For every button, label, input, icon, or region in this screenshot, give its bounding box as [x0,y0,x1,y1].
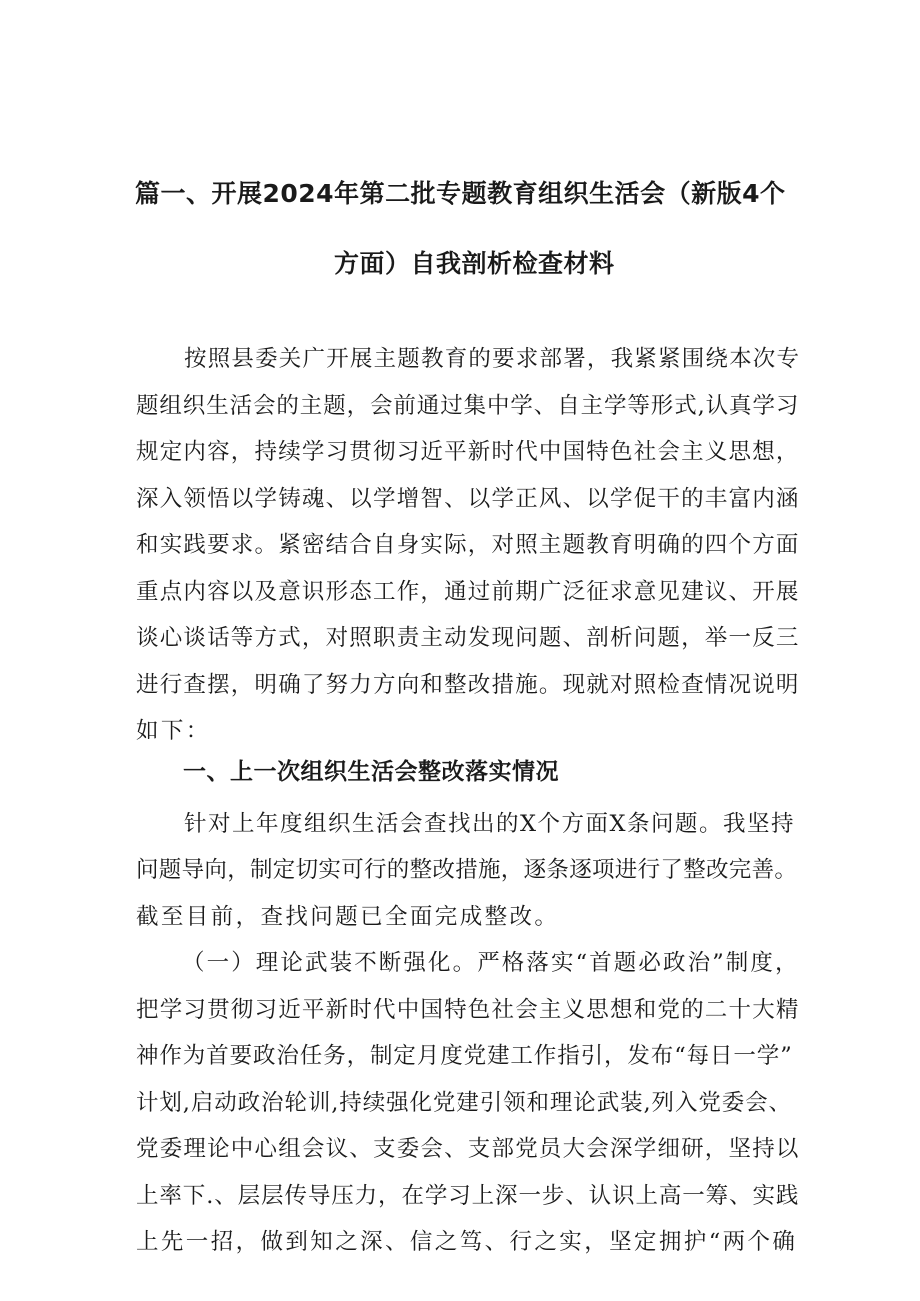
document-title-line-2: 方面）自我剖析检查材料 [334,249,615,278]
subsection1-line-4: 计划,启动政治轮训,持续强化党建引领和理论武装,列入党委会、 [136,1090,792,1116]
subsection1-line-7: 上先一招，做到知之深、信之笃、行之实，坚定拥护“两个确 [136,1229,798,1255]
intro-line-7: 谈心谈话等方式，对照职责主动发现问题、剖析问题，举一反三 [136,625,800,651]
intro-line-2: 题组织生活会的主题，会前通过集中学、自主学等形式,认真学习 [136,393,800,419]
intro-line-9: 如下： [136,718,211,744]
intro-line-8: 进行查摆，明确了努力方向和整改措施。现就对照检查情况说明 [136,672,800,698]
section1-line-3: 截至目前，查找问题已全面完成整改。 [136,904,560,930]
subsection1-line-1: （一）理论武装不断强化。严格落实“首题必政治”制度， [182,950,800,976]
intro-line-4: 深入领悟以学铸魂、以学增智、以学正风、以学促干的丰富内涵 [136,486,800,512]
subsection1-line-5: 党委理论中心组会议、支委会、支部党员大会深学细研，坚持以 [136,1136,800,1162]
document-title-line-1: 篇一、开展2024年第二批专题教育组织生活会（新版4个 [135,179,786,208]
section1-line-2: 问题导向，制定切实可行的整改措施，逐条逐项进行了整改完善。 [136,857,798,883]
intro-line-6: 重点内容以及意识形态工作，通过前期广泛征求意见建议、开展 [136,579,800,605]
subsection1-line-2: 把学习贯彻习近平新时代中国特色社会主义思想和党的二十大精 [136,997,800,1023]
subsection1-line-3: 神作为首要政治任务，制定月度党建工作指引，发布“每日一学” [136,1043,793,1069]
intro-line-3: 规定内容，持续学习贯彻习近平新时代中国特色社会主义思想， [136,439,800,465]
intro-line-5: 和实践要求。紧密结合自身实际，对照主题教育明确的四个方面 [136,532,800,558]
intro-line-1: 按照县委关广开展主题教育的要求部署，我紧紧围绕本次专 [184,346,801,372]
section-heading-1: 一、上一次组织生活会整改落实情况 [183,759,559,785]
section1-line-1: 针对上年度组织生活会查找出的X个方面X条问题。我坚持 [184,811,796,837]
subsection1-line-6: 上率下.、层层传导压力，在学习上深一步、认识上高一筹、实践 [136,1183,800,1209]
